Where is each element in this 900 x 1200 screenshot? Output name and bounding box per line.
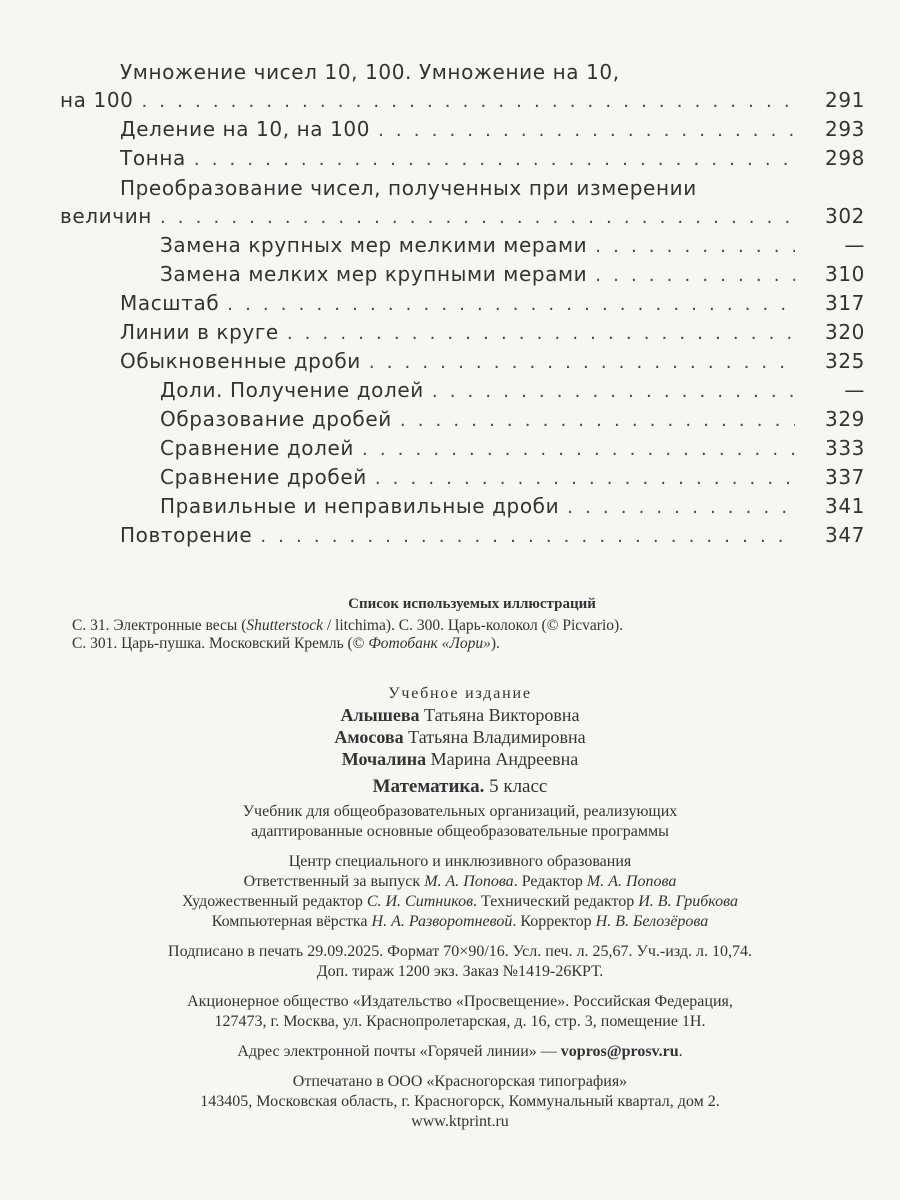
toc-entry-title: Обыкновенные дроби [120, 349, 361, 373]
toc-dot-leader [369, 352, 795, 373]
toc-dot-leader [595, 265, 795, 286]
toc-dot-leader [378, 120, 795, 141]
author-surname: Мочалина [341, 749, 427, 769]
illustration-credit-source: Shutterstock [246, 617, 323, 634]
toc-entry[interactable] [0, 233, 865, 263]
credit-role: Ответственный за выпуск [243, 873, 425, 890]
toc-entry[interactable] [0, 407, 865, 437]
book-description: Учебник для общеобразовательных организаций, реализующих [242, 803, 678, 820]
toc-entry[interactable] [0, 523, 865, 553]
toc-entry-page: 310 [825, 262, 865, 286]
toc-entry[interactable] [0, 465, 865, 495]
illustrations-line [72, 635, 872, 653]
credit-person: Н. А. Разворотневой [371, 913, 513, 930]
toc-dot-leader [375, 468, 795, 489]
toc-entry[interactable] [0, 494, 865, 524]
credit-role: . Редактор [513, 873, 587, 890]
credit-role: Компьютерная вёрстка [211, 913, 372, 930]
toc-entry-page: 317 [825, 291, 865, 315]
toc-dot-leader [227, 294, 795, 315]
toc-entry[interactable] [0, 262, 865, 292]
toc-entry-title: Повторение [120, 523, 253, 547]
toc-dot-leader [160, 207, 795, 228]
toc-dot-leader [194, 149, 795, 170]
print-info: Подписано в печать 29.09.2025. Формат 70×90/16. Усл. печ. л. 25,67. Уч.-изд. л. 10,74. [168, 943, 752, 960]
toc-dot-leader [260, 526, 795, 547]
hotline-email [60, 1042, 860, 1062]
toc-dot-leader [595, 236, 795, 257]
printer-website[interactable]: www.ktprint.ru [411, 1113, 509, 1130]
toc-entry-title: Замена мелких мер крупными мерами [160, 262, 588, 286]
author [60, 748, 860, 770]
toc-entry[interactable] [0, 88, 865, 118]
hotline-email-link[interactable]: vopros@prosv.ru [560, 1043, 679, 1060]
toc-entry-title: Масштаб [120, 291, 220, 315]
printer-info: Отпечатано в ООО «Красногорская типография» [292, 1073, 628, 1090]
toc-entry-title: Сравнение дробей [160, 465, 367, 489]
toc-entry-page: — [844, 378, 865, 402]
toc-entry[interactable] [0, 320, 865, 350]
toc-entry-page: 341 [825, 494, 865, 518]
author-name: Татьяна Викторовна [424, 705, 580, 725]
credit-person: М. А. Попова [424, 873, 514, 890]
toc-entry-page: 320 [825, 320, 865, 344]
toc-entry-title: Правильные и неправильные дроби [160, 494, 560, 518]
author-name: Татьяна Владимировна [408, 727, 586, 747]
toc-entry[interactable] [0, 436, 865, 466]
imprint-section [60, 684, 860, 1132]
toc-dot-leader [400, 410, 795, 431]
toc-dot-leader [362, 439, 795, 460]
illustration-credit-source: Фотобанк «Лори» [368, 635, 491, 652]
toc-entry-page: 333 [825, 436, 865, 460]
toc-entry[interactable] [0, 146, 865, 176]
toc-entry-page: 293 [825, 117, 865, 141]
art-editor [60, 892, 860, 912]
toc-entry[interactable] [0, 349, 865, 379]
credit-role: Художественный редактор [182, 893, 367, 910]
illustrations-heading: Список используемых иллюстраций [348, 596, 596, 612]
toc-entry-title: на 100 [60, 88, 134, 112]
illustrations-line [72, 617, 872, 635]
print-run: Доп. тираж 1200 экз. Заказ №1419-26КРТ. [316, 963, 604, 980]
book-description: адаптированные основные общеобразовательные программы [251, 823, 669, 840]
printer-address: 143405, Московская область, г. Красногорск, Коммунальный квартал, дом 2. [200, 1093, 720, 1110]
toc-entry-title: Образование дробей [160, 407, 392, 431]
toc-dot-leader [432, 381, 795, 402]
toc-entry-title: Доли. Получение долей [160, 378, 424, 402]
toc-entry-page: 347 [825, 523, 865, 547]
toc-entry-page: 291 [825, 88, 865, 112]
toc-entry-page: 325 [825, 349, 865, 373]
toc-dot-leader [141, 91, 795, 112]
credit-role: . Технический редактор [473, 893, 639, 910]
toc-entry-title: Деление на 10, на 100 [120, 117, 371, 141]
illustrations-section [72, 596, 872, 653]
author-surname: Амосова [334, 727, 404, 747]
illustration-credit-text: С. 31. Электронные весы ( [72, 617, 247, 634]
edition-type: Учебное издание [388, 685, 532, 702]
toc-entry-title: величин [60, 204, 152, 228]
toc-entry[interactable] [0, 291, 865, 321]
publishing-center: Центр специального и инклюзивного образования [288, 853, 632, 870]
toc-entry-page: — [844, 233, 865, 257]
publisher-info: Акционерное общество «Издательство «Просвещение». Российская Федерация, [187, 993, 733, 1010]
illustration-credit-text: С. 301. Царь-пушка. Московский Кремль (© [72, 635, 369, 652]
author [60, 726, 860, 748]
punctuation: . [678, 1043, 683, 1060]
illustration-credit-text: ). [490, 635, 500, 652]
credit-person: Н. В. Белозёрова [595, 913, 709, 930]
illustration-credit-text: / litchima). С. 300. Царь-колокол (© Picvario). [322, 617, 624, 634]
toc-entry-page: 337 [825, 465, 865, 489]
credit-person: С. И. Ситников [366, 893, 474, 910]
hotline-label: Адрес электронной почты «Горячей линии» — [237, 1043, 561, 1060]
author [60, 704, 860, 726]
author-surname: Алышева [340, 705, 420, 725]
publisher-address: 127473, г. Москва, ул. Краснопролетарская, д. 16, стр. 3, помещение 1Н. [214, 1013, 706, 1030]
toc-entry-page: 302 [825, 204, 865, 228]
responsible-editor [60, 872, 860, 892]
toc-entry[interactable] [0, 117, 865, 147]
toc-line-multiplication: Умножение чисел 10, 100. Умножение на 10, [120, 60, 620, 84]
layout-credit [60, 912, 860, 932]
toc-line-transform: Преобразование чисел, полученных при измерении [120, 176, 697, 200]
toc-entry-page: 298 [825, 146, 865, 170]
toc-dot-leader [567, 497, 795, 518]
toc-entry-title: Сравнение долей [160, 436, 354, 460]
toc-entry-page: 329 [825, 407, 865, 431]
book-title [60, 772, 860, 802]
author-name: Марина Андреевна [430, 749, 579, 769]
book-title-grade: 5 класс [489, 776, 548, 797]
toc-entry[interactable] [0, 378, 865, 408]
toc-dot-leader [287, 323, 795, 344]
toc-entry-title: Тонна [120, 146, 186, 170]
toc-entry-title: Замена крупных мер мелкими мерами [160, 233, 588, 257]
credit-role: . Корректор [512, 913, 596, 930]
credit-person: М. А. Попова [586, 873, 677, 890]
credit-person: И. В. Грибкова [638, 893, 738, 910]
book-title-main: Математика. [372, 776, 485, 797]
toc-entry-title: Линии в круге [120, 320, 279, 344]
toc-entry[interactable] [0, 204, 865, 234]
